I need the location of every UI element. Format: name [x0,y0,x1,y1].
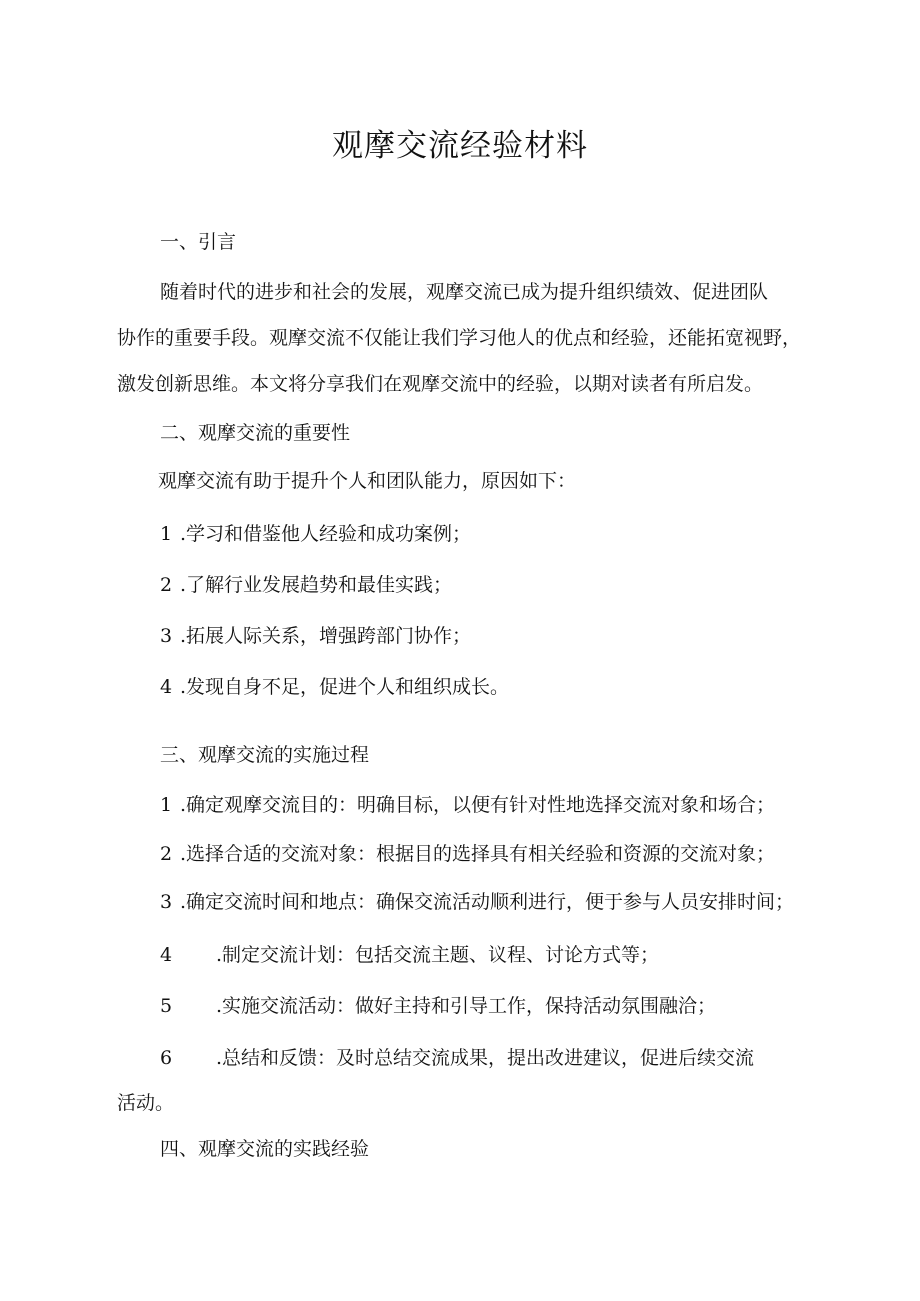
list-item-text: .学习和借鉴他人经验和成功案例； [180,523,472,545]
list-item-text: .确定观摩交流目的：明确目标，以便有针对性地选择交流对象和场合； [180,794,776,816]
section-heading-process: 三、观摩交流的实施过程 [160,744,370,766]
process-item-continuation: 活动。 [117,1092,175,1114]
document-title: 观摩交流经验材料 [332,128,588,164]
list-item-number: 3 [160,891,173,913]
section-heading-practice: 四、观摩交流的实践经验 [160,1138,370,1160]
intro-paragraph-line-1: 随着时代的进步和社会的发展，观摩交流已成为提升组织绩效、促进团队 [160,281,769,303]
list-item-number: 6 [160,1047,173,1069]
importance-list-item [160,521,471,547]
process-list-item [160,841,775,867]
process-list-item [160,889,794,915]
list-item-number: 4 [160,944,173,966]
list-item-number: 1 [160,523,173,545]
section-heading-importance: 二、观摩交流的重要性 [160,422,351,444]
section-heading-intro: 一、引言 [160,231,237,253]
importance-list-item [160,623,471,649]
importance-list-item [160,674,509,700]
list-item-text: .实施交流活动：做好主持和引导工作，保持活动氛围融洽； [216,995,717,1017]
list-item-text: .总结和反馈：及时总结交流成果，提出改进建议，促进后续交流 [216,1047,755,1069]
list-item-text: .制定交流计划：包括交流主题、议程、讨论方式等； [216,944,660,966]
intro-paragraph-line-3: 激发创新思维。本文将分享我们在观摩交流中的经验，以期对读者有所启发。 [117,373,764,395]
list-item-text: .了解行业发展趋势和最佳实践； [180,574,453,596]
process-list-item [160,1045,754,1071]
intro-paragraph-line-2: 协作的重要手段。观摩交流不仅能让我们学习他人的优点和经验，还能拓宽视野， [117,327,802,349]
importance-list-item [160,572,452,598]
list-item-text: .选择合适的交流对象：根据目的选择具有相关经验和资源的交流对象； [180,843,776,865]
list-item-number: 1 [160,794,173,816]
list-item-number: 5 [160,995,173,1017]
importance-lead: 观摩交流有助于提升个人和团队能力，原因如下： [158,470,577,492]
list-item-text: .确定交流时间和地点：确保交流活动顺利进行，便于参与人员安排时间； [180,891,795,913]
process-list-item [160,942,659,968]
list-item-text: .发现自身不足，促进个人和组织成长。 [180,676,510,698]
list-item-text: .拓展人际关系，增强跨部门协作； [180,625,472,647]
process-list-item [160,792,775,818]
list-item-number: 4 [160,676,173,698]
list-item-number: 3 [160,625,173,647]
list-item-number: 2 [160,843,173,865]
process-list-item [160,993,716,1019]
list-item-number: 2 [160,574,173,596]
